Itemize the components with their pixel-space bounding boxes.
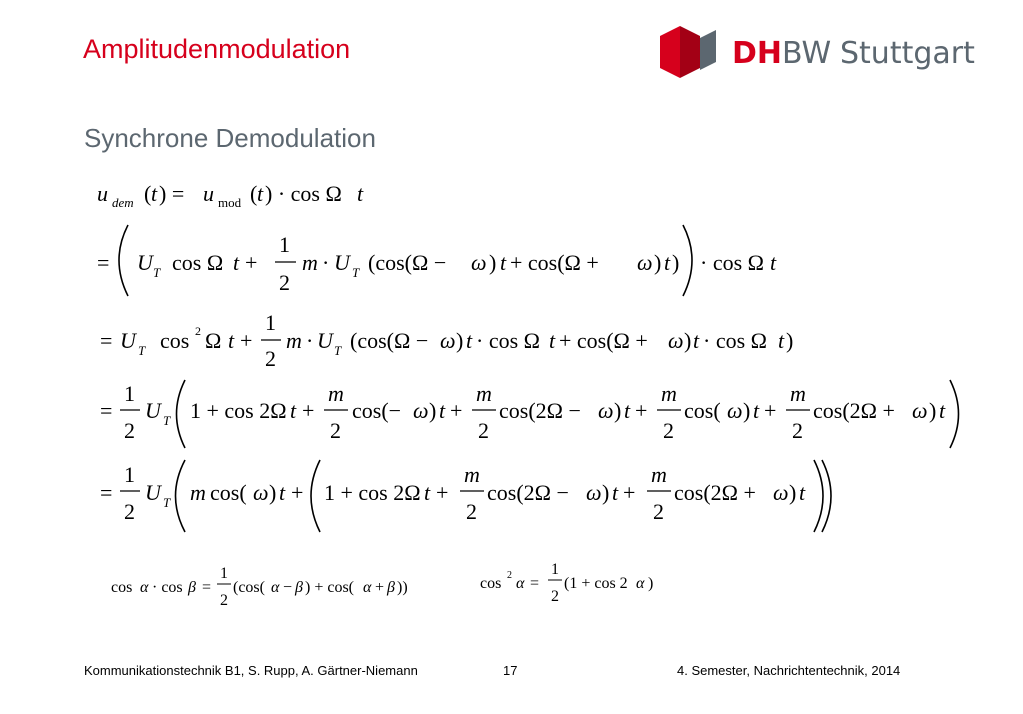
svg-text:+: +: [302, 398, 315, 423]
svg-text:ω: ω: [773, 480, 789, 505]
identity-product-to-sum: [111, 565, 408, 609]
svg-text:2: 2: [279, 270, 290, 295]
svg-text:u: u: [203, 181, 214, 206]
svg-text:t: t: [228, 328, 235, 353]
svg-text:2: 2: [551, 588, 559, 605]
svg-text:=: =: [100, 480, 113, 505]
svg-text:)): )): [397, 579, 408, 596]
svg-text:cos(2Ω +: cos(2Ω +: [813, 398, 895, 423]
svg-text:) =: ) =: [159, 181, 185, 206]
svg-text:m: m: [661, 381, 677, 406]
svg-text:t: t: [664, 250, 671, 275]
footer-course-info: Kommunikationstechnik B1, S. Rupp, A. Gärtner-Niemann: [84, 663, 418, 678]
svg-text:t: t: [500, 250, 507, 275]
svg-text:· cos Ω: · cos Ω: [700, 250, 765, 275]
svg-text:cos Ω: cos Ω: [172, 250, 224, 275]
svg-text:): ): [602, 480, 610, 505]
svg-text:t: t: [693, 328, 700, 353]
svg-text:t: t: [151, 181, 158, 206]
svg-text:+: +: [450, 398, 463, 423]
svg-text:t: t: [770, 250, 777, 275]
svg-text:ω: ω: [598, 398, 614, 423]
svg-text:2: 2: [663, 418, 674, 443]
svg-text:=: =: [100, 328, 113, 353]
svg-text:ω: ω: [413, 398, 429, 423]
footer-page-number: 17: [503, 663, 518, 678]
svg-text:t: t: [466, 328, 473, 353]
svg-text:(1 + cos 2: (1 + cos 2: [564, 575, 628, 592]
svg-text:T: T: [163, 495, 171, 510]
svg-text:): ): [648, 575, 654, 592]
svg-text:t: t: [549, 328, 556, 353]
svg-text:t: t: [233, 250, 240, 275]
svg-text:t: t: [612, 480, 619, 505]
svg-text:m: m: [464, 462, 480, 487]
svg-text:(: (: [144, 181, 152, 206]
svg-text:β: β: [387, 579, 395, 596]
svg-text:U: U: [334, 250, 350, 275]
svg-text:(cos(: (cos(: [233, 579, 265, 596]
svg-text:· cos: · cos: [152, 579, 183, 596]
svg-text:ω: ω: [471, 250, 487, 275]
svg-text:T: T: [153, 265, 161, 280]
svg-text:) · cos Ω: ) · cos Ω: [265, 181, 342, 206]
svg-text:ω: ω: [440, 328, 456, 353]
svg-text:) + cos(: ) + cos(: [305, 579, 355, 596]
svg-text:U: U: [317, 328, 333, 353]
svg-text:(cos(Ω −: (cos(Ω −: [368, 250, 447, 275]
svg-text:t: t: [624, 398, 631, 423]
svg-text:m: m: [190, 480, 206, 505]
svg-text:): ): [929, 398, 937, 423]
svg-text:): ): [743, 398, 751, 423]
svg-text:m: m: [651, 462, 667, 487]
svg-text:β: β: [295, 579, 303, 596]
svg-text:dem: dem: [112, 195, 134, 210]
svg-text:=: =: [97, 250, 110, 275]
equation-line-5: [100, 460, 831, 532]
svg-text:+: +: [635, 398, 648, 423]
svg-text:ω: ω: [637, 250, 653, 275]
svg-text:ω: ω: [253, 480, 269, 505]
svg-text:−: −: [283, 579, 293, 596]
svg-text:=: =: [530, 575, 540, 592]
svg-text:2: 2: [478, 418, 489, 443]
svg-text:T: T: [352, 265, 360, 280]
svg-text:1: 1: [124, 381, 135, 406]
svg-text:1: 1: [124, 462, 135, 487]
svg-text:cos(: cos(: [210, 480, 247, 505]
svg-text:α: α: [363, 579, 372, 596]
svg-text:u: u: [97, 181, 108, 206]
svg-text:t: t: [778, 328, 785, 353]
svg-text:): ): [654, 250, 662, 275]
svg-text:2: 2: [220, 592, 228, 609]
equation-line-1: [97, 181, 364, 210]
section-subtitle: Synchrone Demodulation: [84, 123, 376, 153]
page-title: Amplitudenmodulation: [83, 34, 351, 64]
svg-text:): ): [269, 480, 277, 505]
svg-text:ω: ω: [727, 398, 743, 423]
svg-text:t: t: [257, 181, 264, 206]
svg-text:2: 2: [124, 418, 135, 443]
svg-text:t: t: [290, 398, 297, 423]
svg-text:1: 1: [551, 561, 559, 578]
logo-text-city: Stuttgart: [840, 36, 975, 71]
svg-text:(: (: [250, 181, 258, 206]
svg-text:t: t: [939, 398, 946, 423]
svg-text:+: +: [245, 250, 258, 275]
svg-text:1: 1: [279, 232, 290, 257]
svg-text:=: =: [202, 579, 212, 596]
svg-text:t: t: [753, 398, 760, 423]
svg-text:m: m: [328, 381, 344, 406]
svg-text:T: T: [163, 413, 171, 428]
svg-text:): ): [429, 398, 437, 423]
svg-text:): ): [786, 328, 794, 353]
svg-text:1: 1: [220, 565, 228, 582]
svg-text:·: ·: [306, 328, 314, 353]
svg-text:U: U: [120, 328, 136, 353]
svg-text:): ): [489, 250, 497, 275]
svg-text:+ cos(Ω +: + cos(Ω +: [510, 250, 599, 275]
svg-text:m: m: [790, 381, 806, 406]
svg-text:2: 2: [330, 418, 341, 443]
svg-text:2: 2: [265, 346, 276, 371]
equation-line-2: [97, 225, 777, 296]
svg-text:2: 2: [653, 499, 664, 524]
svg-text:+ cos(Ω +: + cos(Ω +: [559, 328, 648, 353]
identity-cos-squared: [480, 561, 653, 605]
svg-text:· cos Ω: · cos Ω: [476, 328, 541, 353]
svg-text:m: m: [302, 250, 318, 275]
svg-text:+: +: [623, 480, 636, 505]
svg-text:2: 2: [195, 324, 201, 338]
svg-text:t: t: [424, 480, 431, 505]
svg-text:+: +: [240, 328, 253, 353]
svg-text:2: 2: [792, 418, 803, 443]
svg-text:T: T: [334, 343, 342, 358]
svg-text:α: α: [516, 575, 525, 592]
svg-text:+: +: [764, 398, 777, 423]
svg-text:cos: cos: [480, 575, 502, 592]
svg-text:cos: cos: [111, 579, 133, 596]
svg-text:cos(2Ω −: cos(2Ω −: [499, 398, 581, 423]
svg-text:· cos Ω: · cos Ω: [703, 328, 768, 353]
svg-text:Ω: Ω: [205, 328, 222, 353]
svg-text:1 + cos 2Ω: 1 + cos 2Ω: [190, 398, 287, 423]
svg-text:cos(2Ω −: cos(2Ω −: [487, 480, 569, 505]
svg-text:ω: ω: [912, 398, 928, 423]
svg-text:2: 2: [507, 570, 512, 581]
svg-text:β: β: [188, 579, 196, 596]
svg-text:cos(2Ω +: cos(2Ω +: [674, 480, 756, 505]
equation-line-3: [100, 310, 793, 371]
svg-text:(cos(Ω −: (cos(Ω −: [350, 328, 429, 353]
footer-semester-info: 4. Semester, Nachrichtentechnik, 2014: [677, 663, 901, 678]
svg-text:α: α: [636, 575, 645, 592]
svg-text:t: t: [279, 480, 286, 505]
svg-text:mod: mod: [218, 195, 242, 210]
logo-text-bw: BW: [782, 36, 832, 71]
equation-line-4: [100, 380, 959, 448]
svg-text:): ): [614, 398, 622, 423]
svg-text:): ): [789, 480, 797, 505]
svg-text:): ): [672, 250, 680, 275]
svg-text:+: +: [436, 480, 449, 505]
svg-text:m: m: [476, 381, 492, 406]
svg-text:2: 2: [466, 499, 477, 524]
svg-text:t: t: [799, 480, 806, 505]
svg-text:U: U: [137, 250, 153, 275]
svg-text:2: 2: [124, 499, 135, 524]
svg-text:α: α: [271, 579, 280, 596]
svg-text:): ): [684, 328, 692, 353]
svg-text:+: +: [375, 579, 385, 596]
logo-text-dh: DH: [732, 36, 783, 71]
svg-text:α: α: [140, 579, 149, 596]
svg-text:): ): [456, 328, 464, 353]
svg-text:t: t: [439, 398, 446, 423]
svg-text:1 + cos 2Ω: 1 + cos 2Ω: [324, 480, 421, 505]
svg-text:ω: ω: [668, 328, 684, 353]
svg-text:t: t: [357, 181, 364, 206]
svg-text:cos(−: cos(−: [352, 398, 402, 423]
svg-text:1: 1: [265, 310, 276, 335]
svg-text:U: U: [145, 398, 161, 423]
svg-text:T: T: [138, 343, 146, 358]
svg-text:+: +: [291, 480, 304, 505]
svg-text:cos(: cos(: [684, 398, 721, 423]
svg-text:·: ·: [322, 250, 330, 275]
svg-text:cos: cos: [160, 328, 190, 353]
svg-text:m: m: [286, 328, 302, 353]
svg-text:U: U: [145, 480, 161, 505]
svg-text:ω: ω: [586, 480, 602, 505]
svg-text:=: =: [100, 398, 113, 423]
